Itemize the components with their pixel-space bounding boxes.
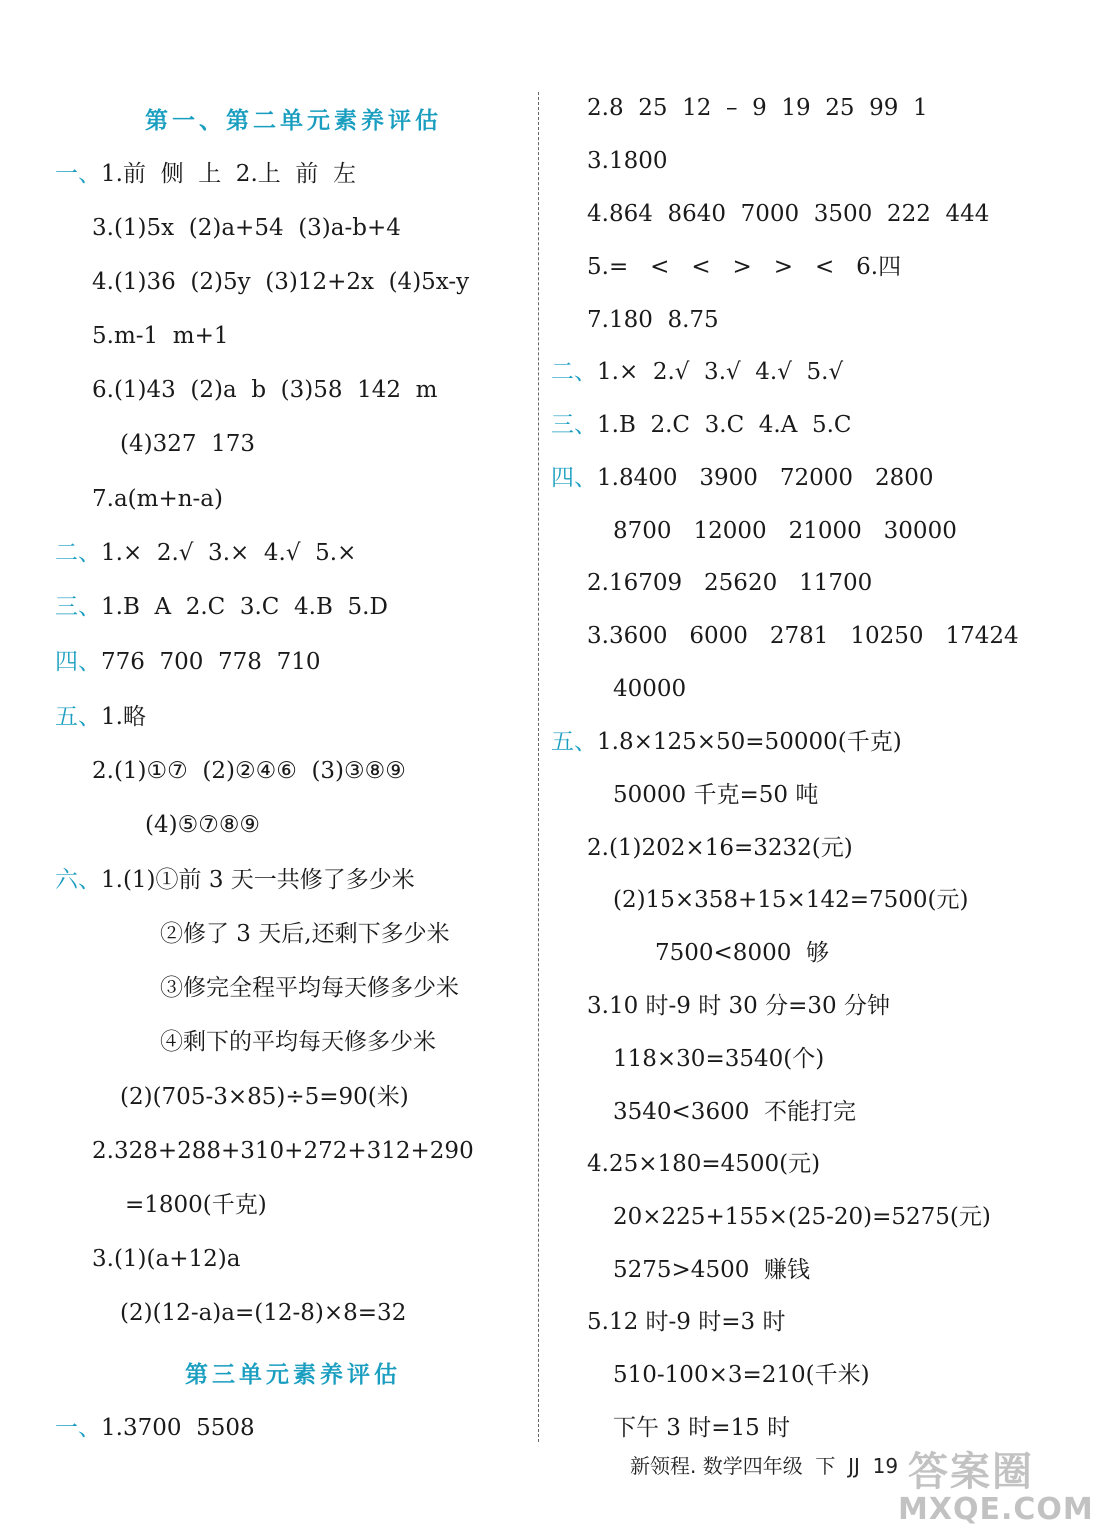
- answer-line: [120, 428, 255, 460]
- answer-line: [551, 409, 852, 441]
- answer-text: 510-100×3=210(千米): [613, 1362, 870, 1388]
- answer-line: [160, 918, 450, 950]
- answer-line: [613, 1096, 856, 1128]
- answer-line: [160, 1026, 436, 1058]
- answer-line: [92, 755, 406, 787]
- answer-line: [125, 1189, 267, 1221]
- answer-line: [92, 1135, 474, 1167]
- answer-text: 5275>4500 赚钱: [613, 1257, 810, 1283]
- answer-line: [587, 620, 1019, 652]
- answer-text: 4.864 8640 7000 3500 222 444: [587, 201, 990, 227]
- answer-text: 40000: [613, 676, 687, 702]
- answer-line: [587, 92, 928, 124]
- answer-text: 2.8 25 12 – 9 19 25 99 1: [587, 95, 928, 121]
- answer-text: 6.(1)43 (2)a b (3)58 142 m: [92, 377, 438, 403]
- answer-line: [587, 304, 719, 336]
- answer-text: 3.1800: [587, 148, 668, 174]
- answer-line: [587, 567, 872, 599]
- answer-text: 3.(1)5x (2)a+54 (3)a-b+4: [92, 215, 401, 241]
- answer-text: 1.3700 5508: [101, 1415, 255, 1441]
- answer-text: 1.B 2.C 3.C 4.A 5.C: [597, 412, 852, 438]
- answer-text: (4)⑤⑦⑧⑨: [145, 812, 261, 838]
- answer-text: (2)(12-a)a=(12-8)×8=32: [120, 1300, 407, 1326]
- answer-line: [55, 701, 146, 733]
- answer-line: [613, 1412, 790, 1444]
- section-marker: 一、: [55, 1415, 101, 1441]
- answer-line: [92, 266, 469, 298]
- answer-text: 2.328+288+310+272+312+290: [92, 1138, 474, 1164]
- answer-text: 1.8400 3900 72000 2800: [597, 465, 934, 491]
- section-title-units-1-2: 第一、第二单元素养评估: [145, 107, 442, 134]
- answer-line: [613, 1201, 991, 1233]
- answer-text: 7.a(m+n-a): [92, 486, 223, 512]
- page-footer: 新领程. 数学四年级 下 JJ 19: [630, 1454, 899, 1478]
- answer-line: [92, 320, 229, 352]
- answer-line: [613, 673, 686, 705]
- answer-line: [587, 1306, 785, 1338]
- answer-line: [92, 212, 401, 244]
- answer-text: 8700 12000 21000 30000: [613, 518, 957, 544]
- answer-line: [160, 972, 459, 1004]
- watermark-url: MXQE.COM: [898, 1492, 1094, 1527]
- answer-text: 3.10 时-9 时 30 分=30 分钟: [587, 993, 890, 1019]
- answer-text: 1.× 2.√ 3.√ 4.√ 5.√: [597, 359, 844, 385]
- answer-line: [587, 1148, 820, 1180]
- answer-text: 5.m-1 m+1: [92, 323, 229, 349]
- answer-text: 1.略: [101, 704, 146, 730]
- answer-line: [92, 374, 437, 406]
- answer-line: [145, 809, 260, 841]
- answer-text: 118×30=3540(个): [613, 1046, 825, 1072]
- answer-text: 776 700 778 710: [101, 649, 321, 675]
- section-marker: 四、: [55, 649, 101, 675]
- answer-text: 下午 3 时=15 时: [613, 1415, 791, 1441]
- answer-line: [92, 1243, 240, 1275]
- answer-text: 3.3600 6000 2781 10250 17424: [587, 623, 1019, 649]
- answer-line: [551, 726, 902, 758]
- column-divider: [538, 92, 539, 1442]
- answer-text: 4.25×180=4500(元): [587, 1151, 821, 1177]
- section-marker: 五、: [55, 704, 101, 730]
- section-marker: 三、: [55, 594, 101, 620]
- answer-text: 50000 千克=50 吨: [613, 782, 819, 808]
- answer-text: 7500<8000 够: [655, 940, 829, 966]
- answer-line: [587, 198, 989, 230]
- section-marker: 三、: [551, 412, 597, 438]
- answer-text: 7.180 8.75: [587, 307, 719, 333]
- answer-text: 4.(1)36 (2)5y (3)12+2x (4)5x-y: [92, 269, 470, 295]
- answer-text: 1.8×125×50=50000(千克): [597, 729, 902, 755]
- answer-text: 1.× 2.√ 3.× 4.√ 5.×: [101, 540, 357, 566]
- section-marker: 二、: [551, 359, 597, 385]
- answer-line: [55, 646, 320, 678]
- answer-text: 5.= < < > > < 6.四: [587, 254, 902, 280]
- answer-line: [55, 1412, 255, 1444]
- answer-line: [551, 462, 934, 494]
- answer-text: 1.B A 2.C 3.C 4.B 5.D: [101, 594, 388, 620]
- section-marker: 二、: [55, 540, 101, 566]
- answer-line: [55, 591, 388, 623]
- section-marker: 四、: [551, 465, 597, 491]
- answer-text: ③修完全程平均每天修多少米: [160, 975, 459, 1001]
- section-title-unit-3: 第三单元素养评估: [185, 1361, 401, 1388]
- section-marker: 六、: [55, 867, 101, 893]
- answer-text: 2.(1)①⑦ (2)②④⑥ (3)③⑧⑨: [92, 758, 406, 784]
- answer-line: [613, 515, 957, 547]
- answer-text: 3.(1)(a+12)a: [92, 1246, 241, 1272]
- answer-line: [120, 1081, 409, 1113]
- answer-line: [587, 832, 853, 864]
- answer-line: [613, 1359, 870, 1391]
- section-marker: 五、: [551, 729, 597, 755]
- answer-text: 20×225+155×(25-20)=5275(元): [613, 1204, 991, 1230]
- answer-line: [587, 251, 901, 283]
- watermark-logo: [898, 1440, 1094, 1535]
- answer-line: [120, 1297, 406, 1329]
- answer-text: =1800(千克): [125, 1192, 267, 1218]
- answer-text: ④剩下的平均每天修多少米: [160, 1029, 436, 1055]
- answer-text: 3540<3600 不能打完: [613, 1099, 856, 1125]
- answer-line: [613, 884, 968, 916]
- answer-line: [613, 1043, 824, 1075]
- answer-line: [55, 158, 356, 190]
- section-marker: 一、: [55, 161, 101, 187]
- watermark-text: 答案圈: [908, 1449, 1034, 1495]
- answer-text: (2)(705-3×85)÷5=90(米): [120, 1084, 409, 1110]
- answer-line: [55, 864, 415, 896]
- answer-line: [55, 537, 356, 569]
- answer-text: 5.12 时-9 时=3 时: [587, 1309, 786, 1335]
- answer-line: [587, 990, 890, 1022]
- answer-text: 1.前 侧 上 2.上 前 左: [101, 161, 356, 187]
- answer-text: (4)327 173: [120, 431, 256, 457]
- answer-text: 1.(1)①前 3 天一共修了多少米: [101, 867, 415, 893]
- answer-line: [551, 356, 843, 388]
- answer-text: 2.16709 25620 11700: [587, 570, 873, 596]
- answer-line: [613, 779, 818, 811]
- answer-text: (2)15×358+15×142=7500(元): [613, 887, 969, 913]
- answer-line: [587, 145, 667, 177]
- answer-line: [613, 1254, 810, 1286]
- answer-line: [655, 937, 829, 969]
- answer-text: 2.(1)202×16=3232(元): [587, 835, 853, 861]
- answer-text: ②修了 3 天后,还剩下多少米: [160, 921, 450, 947]
- answer-line: [92, 483, 223, 515]
